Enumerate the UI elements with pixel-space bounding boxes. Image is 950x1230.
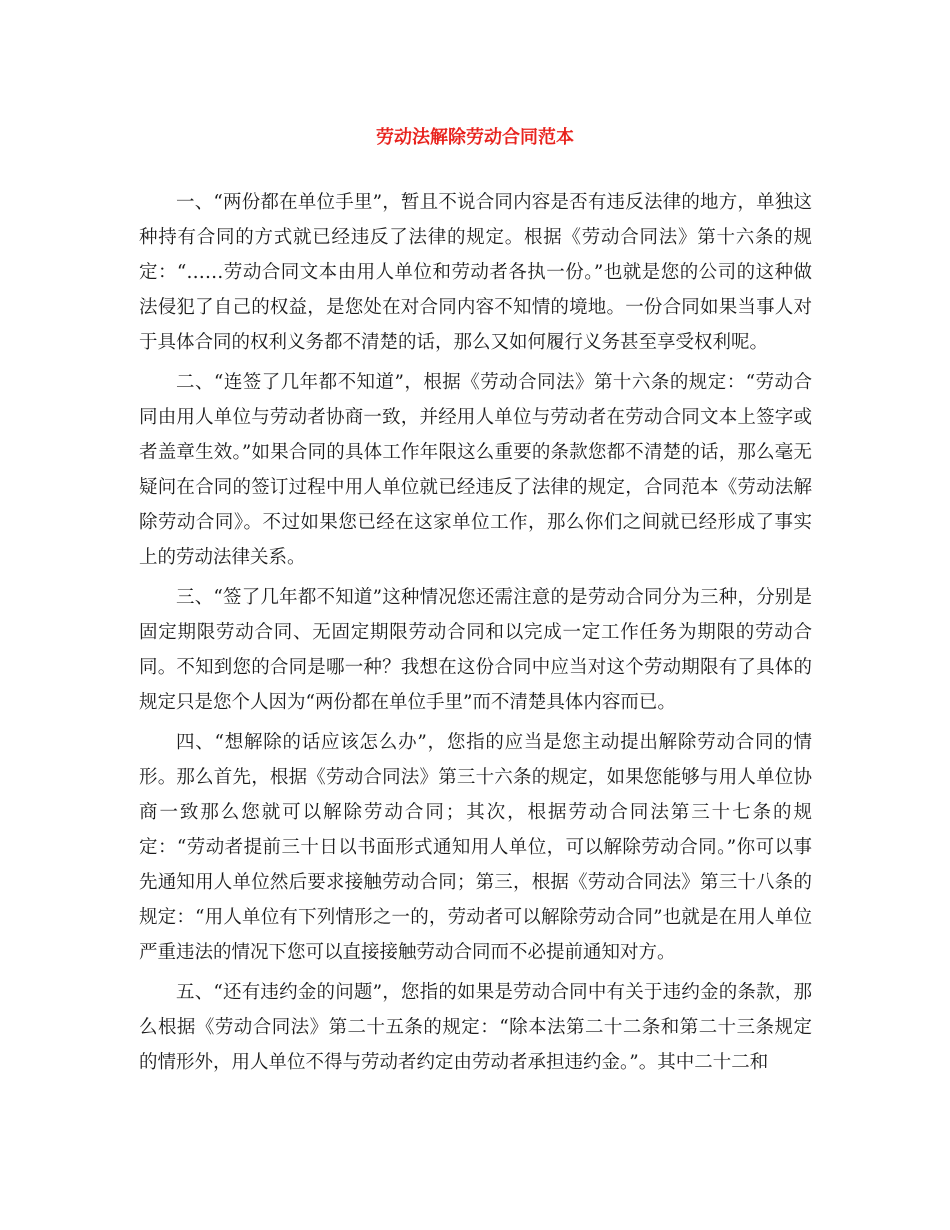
paragraph-2: 二、“连签了几年都不知道”，根据《劳动合同法》第十六条的规定：“劳动合同由用人单位与劳动者协商一致，并经用人单位与劳动者在劳动合同文本上签字或者盖章生效。”如果合同的具体工作年限这么重要的条款您都不清楚的话，那么毫无疑问在合同的签订过程中用人单位就已经违反了法律的规定，合同范本《劳动法解除劳动合同》。不过如果您已经在这家单位工作，那么你们之间就已经形成了事实上的劳动法律关系。 [139,372,812,568]
paragraph-1: 一、“两份都在单位手里”，暂且不说合同内容是否有违反法律的地方，单独这种持有合同的方式就已经违反了法律的规定。根据《劳动合同法》第十六条的规定：“……劳动合同文本由用人单位和劳动者各执一份。”也就是您的公司的这种做法侵犯了自己的权益，是您处在对合同内容不知情的境地。一份合同如果当事人对于具体合同的权利义务都不清楚的话，那么又如何履行义务甚至享受权利呢。 [139,192,812,353]
document-title: 劳动法解除劳动合同范本 [376,127,574,148]
document-body [139,185,812,1080]
paragraph-5: 五、“还有违约金的问题”，您指的如果是劳动合同中有关于违约金的条款，那么根据《劳动合同法》第二十五条的规定：“除本法第二十二条和第二十三条规定的情形外，用人单位不得与劳动者约定由劳动者承担违约金。”。其中二十二和 [139,982,812,1073]
paragraph-4: 四、“想解除的话应该怎么办”，您指的应当是您主动提出解除劳动合同的情形。那么首先，根据《劳动合同法》第三十六条的规定，如果您能够与用人单位协商一致那么您就可以解除劳动合同；其次，根据劳动合同法第三十七条的规定：“劳动者提前三十日以书面形式通知用人单位，可以解除劳动合同。”你可以事先通知用人单位然后要求接触劳动合同；第三，根据《劳动合同法》第三十八条的规定：“用人单位有下列情形之一的，劳动者可以解除劳动合同”也就是在用人单位严重违法的情况下您可以直接接触劳动合同而不必提前通知对方。 [139,732,812,963]
paragraph-3: 三、“签了几年都不知道”这种情况您还需注意的是劳动合同分为三种，分别是固定期限劳动合同、无固定期限劳动合同和以完成一定工作任务为期限的劳动合同。不知到您的合同是哪一种？我想在这份合同中应当对这个劳动期限有了具体的规定只是您个人因为“两份都在单位手里”而不清楚具体内容而已。 [139,587,812,713]
